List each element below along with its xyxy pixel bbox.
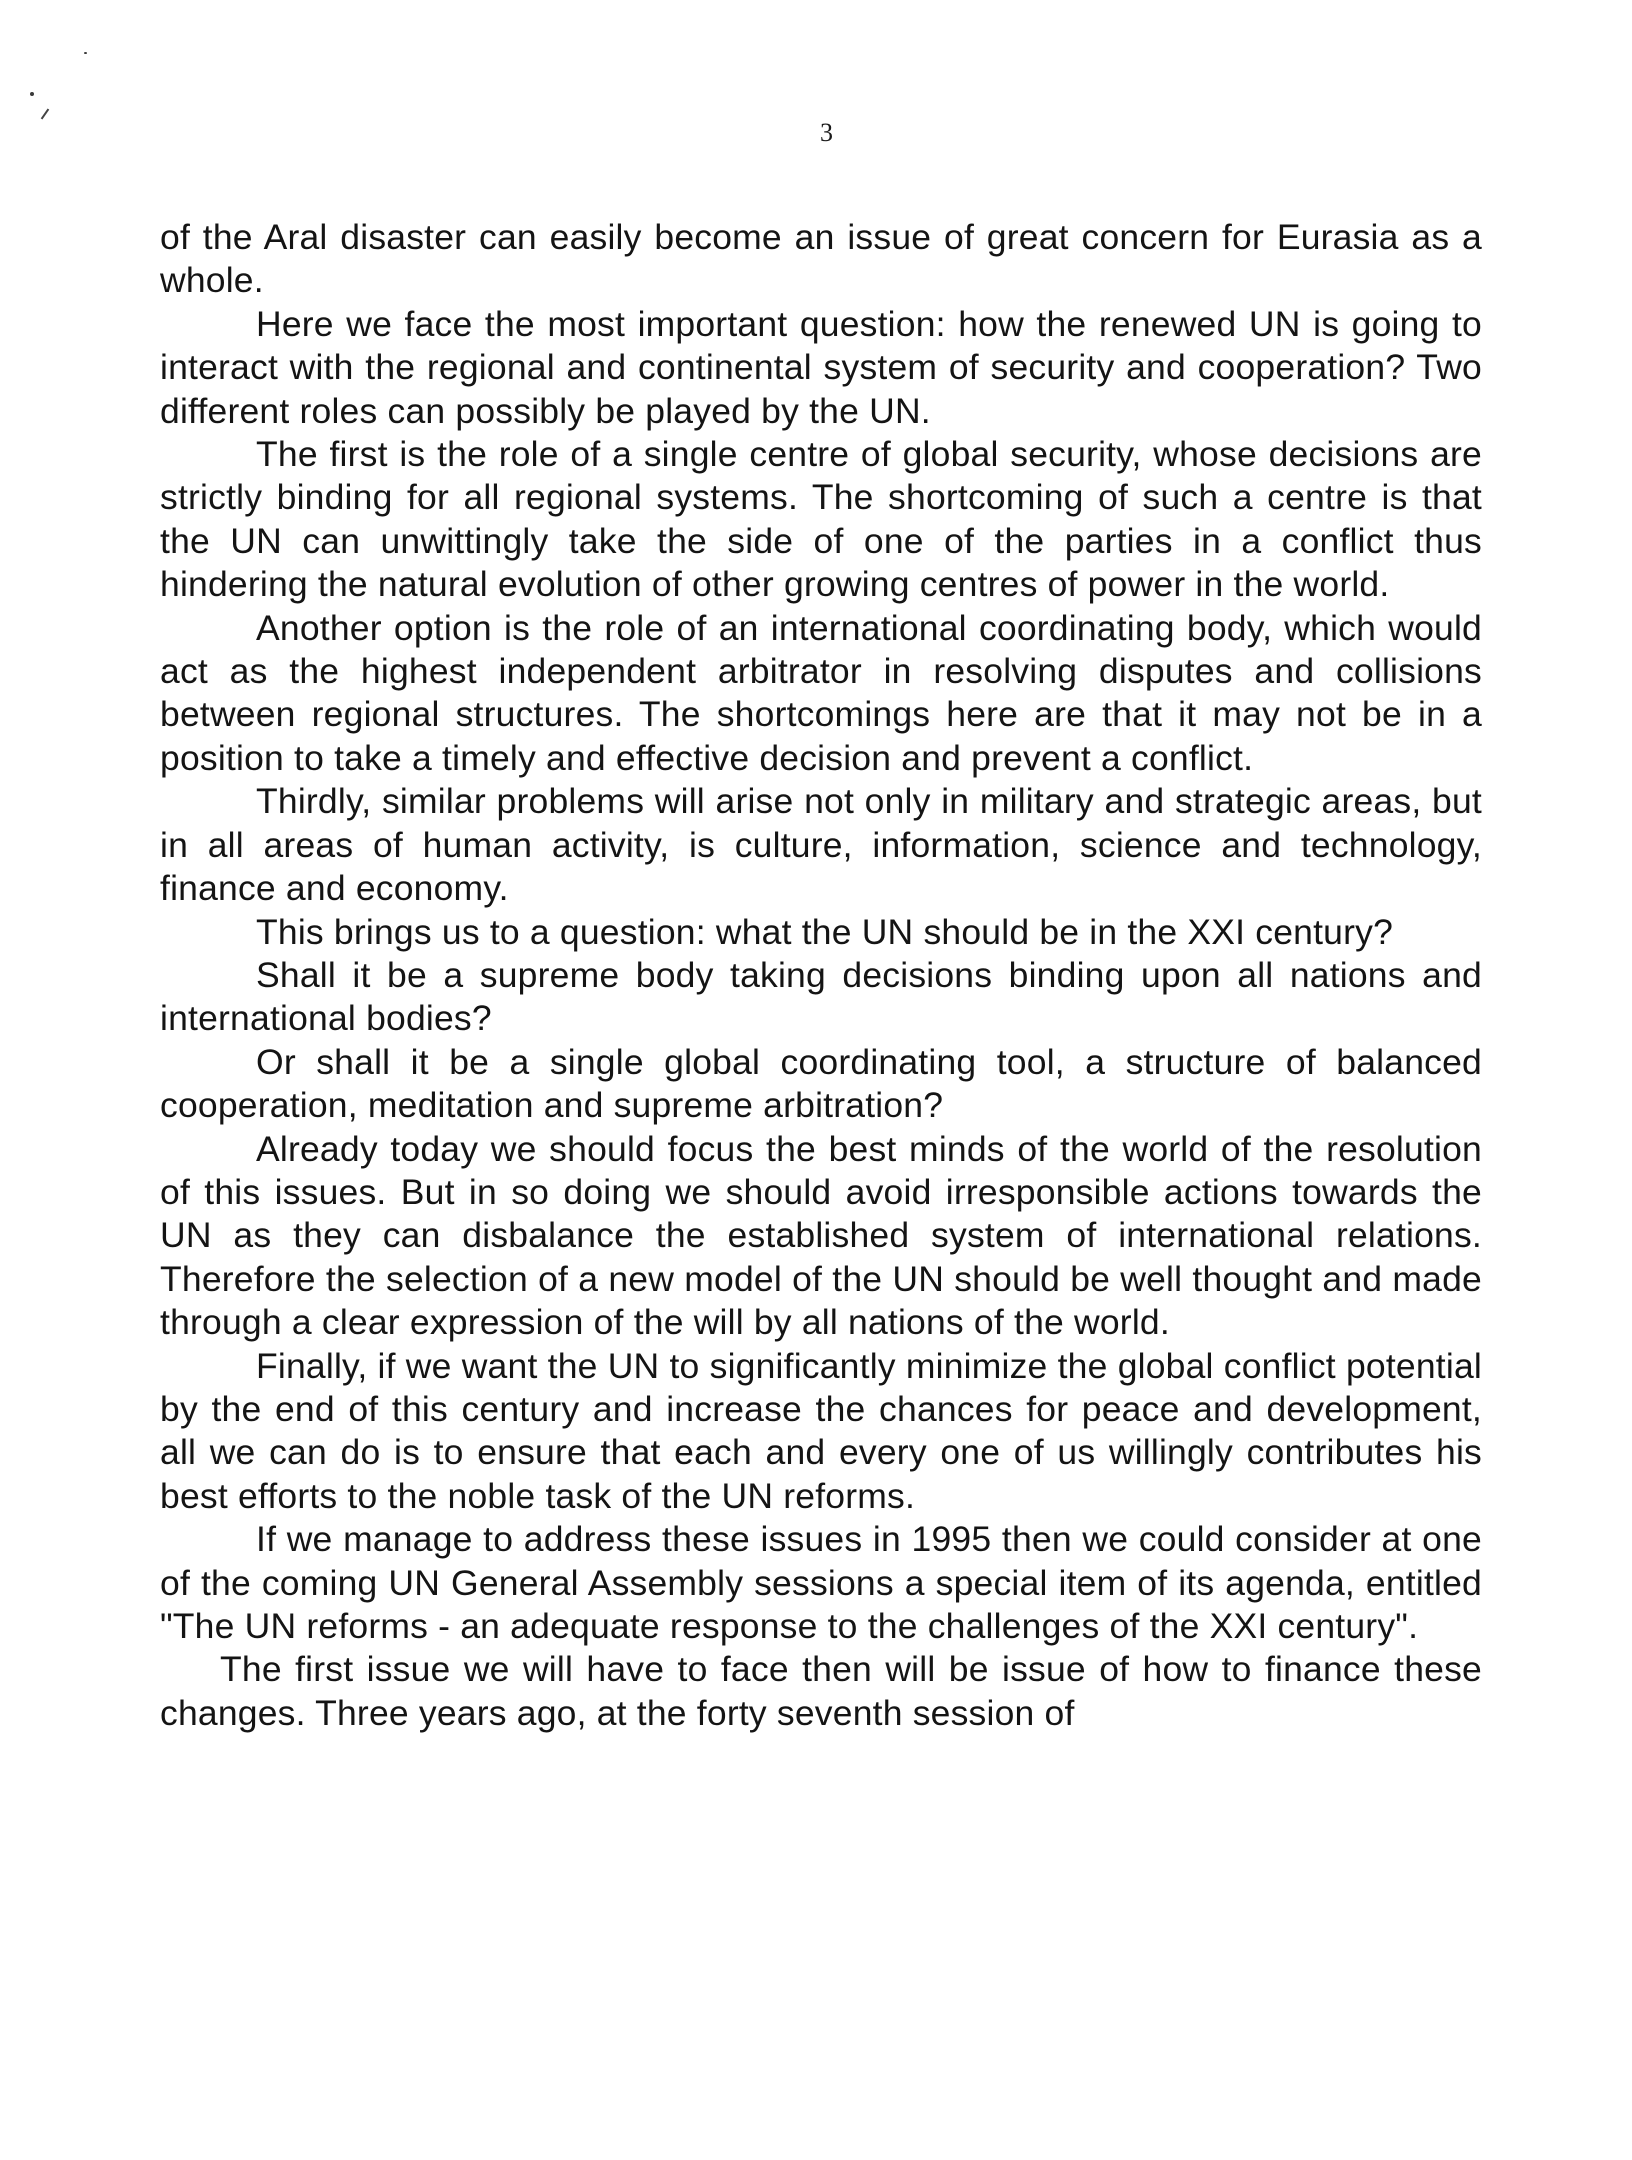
paragraph: The first is the role of a single centre of global security, whose decisions are strictly binding for all regional systems. The shortcoming of such a centre is that the UN can unwittingly take the side of one of the parties in a conflict thus hindering the natural evolution of other growing centres of power in the world.	[160, 434, 1482, 605]
paragraph: Finally, if we want the UN to significantly minimize the global conflict potential by the end of this century and increase the chances for peace and development, all we can do is to ensure that each and every one of us willingly contributes his best efforts to the noble task of the UN reforms.	[160, 1345, 1482, 1516]
page-number: 3	[820, 118, 833, 147]
paragraph: Or shall it be a single global coordinating tool, a structure of balanced cooperation, meditation and supreme arbitration?	[160, 1041, 1482, 1126]
paragraph: Already today we should focus the best minds of the world of the resolution of this issues. But in so doing we should avoid irresponsible actions towards the UN as they can disbalance the established system of international relations. Therefore the selection of a new model of the UN should be well thought and made through a clear expression of the will by all nations of the world.	[160, 1128, 1482, 1343]
scan-speck	[84, 52, 87, 54]
scan-mark	[41, 109, 50, 120]
paragraph: Another option is the role of an international coordinating body, which would act as the highest independent arbitrator in resolving disputes and collisions between regional structures. The shortcomings here are that it may not be in a position to take a timely and effective decision and prevent a conflict.	[160, 607, 1482, 778]
paragraph: of the Aral disaster can easily become an issue of great concern for Eurasia as a whole.	[160, 217, 1482, 301]
paragraph: Thirdly, similar problems will arise not only in military and strategic areas, but in all areas of human activity, is culture, information, science and technology, finance and economy.	[160, 781, 1482, 909]
paragraph: The first issue we will have to face then will be issue of how to finance these changes. Three years ago, at the forty seventh session of	[160, 1649, 1482, 1733]
scan-speck	[30, 92, 34, 96]
body-text	[160, 216, 1482, 1735]
paragraph: Shall it be a supreme body taking decisions binding upon all nations and international bodies?	[160, 954, 1482, 1039]
paragraph: This brings us to a question: what the UN should be in the XXI century?	[256, 911, 1394, 952]
paragraph: If we manage to address these issues in 1995 then we could consider at one of the coming UN General Assembly sessions a special item of its agenda, entitled "The UN reforms - an adequate response to the challenges of the XXI century".	[160, 1519, 1482, 1646]
paragraph: Here we face the most important question: how the renewed UN is going to interact with the regional and continental system of security and cooperation? Two different roles can possibly be played by the UN.	[160, 303, 1482, 431]
